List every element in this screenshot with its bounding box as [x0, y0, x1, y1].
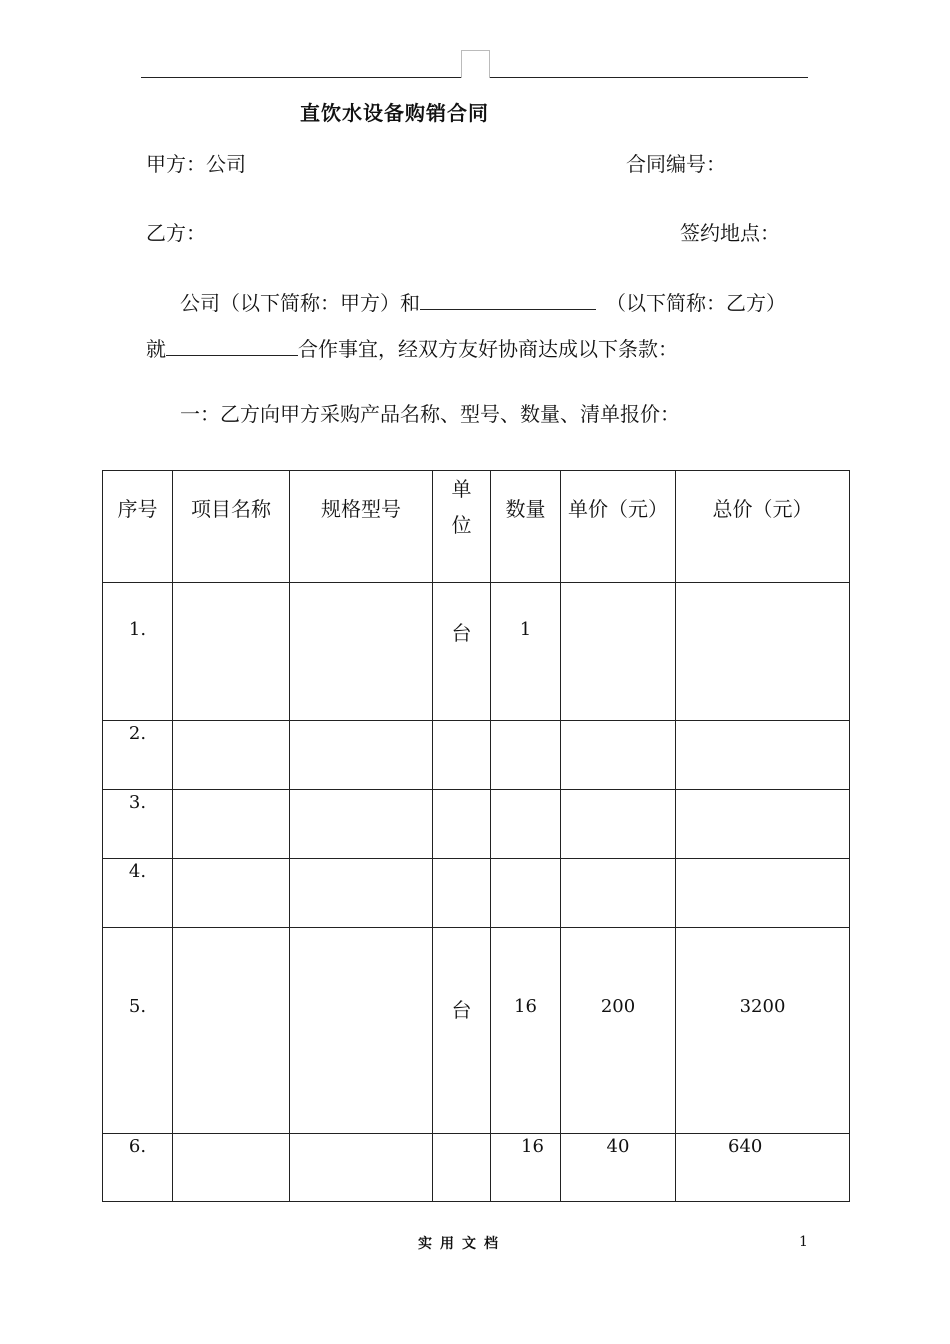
table-row — [103, 790, 850, 859]
row-no-cell: 6. — [103, 1134, 173, 1202]
party-b: 乙方： — [146, 221, 206, 245]
product-table — [102, 470, 850, 1202]
table-row — [103, 721, 850, 790]
header-cell: 总价（元） — [676, 471, 850, 583]
party-b-blank[interactable] — [420, 287, 596, 310]
row-price-cell[interactable] — [561, 583, 676, 721]
intro-line-1 — [180, 287, 786, 317]
sign-place-label: 签约地点： — [680, 221, 780, 245]
row-price-cell[interactable] — [561, 721, 676, 790]
row-unit-cell[interactable]: 台 — [433, 583, 491, 721]
header-cell: 序号 — [103, 471, 173, 583]
row-qty-cell[interactable]: 1 — [491, 583, 561, 721]
row-no-cell: 2. — [103, 721, 173, 790]
header-tab-box — [461, 50, 490, 78]
section-1-heading: 一：乙方向甲方采购产品名称、型号、数量、清单报价： — [180, 402, 680, 426]
row-qty-cell[interactable]: 16 — [491, 928, 561, 1134]
table-row — [103, 1134, 850, 1202]
row-spec-cell[interactable] — [290, 790, 433, 859]
row-qty-cell[interactable] — [491, 859, 561, 928]
party-a: 甲方：公司 — [146, 152, 246, 176]
row-no-cell: 3. — [103, 790, 173, 859]
table-row — [103, 928, 850, 1134]
row-unit-cell[interactable] — [433, 721, 491, 790]
row-name-cell[interactable] — [173, 790, 290, 859]
header-cell: 项目名称 — [173, 471, 290, 583]
row-spec-cell[interactable] — [290, 1134, 433, 1202]
row-name-cell[interactable] — [173, 928, 290, 1134]
row-price-cell[interactable]: 200 — [561, 928, 676, 1134]
row-name-cell[interactable] — [173, 1134, 290, 1202]
row-unit-cell[interactable] — [433, 1134, 491, 1202]
footer-label: 实用文档 — [418, 1236, 506, 1252]
row-unit-cell[interactable]: 台 — [433, 928, 491, 1134]
header-cell: 规格型号 — [290, 471, 433, 583]
row-spec-cell[interactable] — [290, 721, 433, 790]
intro-line-2 — [146, 333, 678, 363]
intro-party-b: （以下简称：乙方） — [606, 291, 786, 315]
row-total-cell[interactable] — [676, 859, 850, 928]
table-row — [103, 583, 850, 721]
row-qty-cell[interactable] — [491, 721, 561, 790]
row-total-cell[interactable]: 640 — [676, 1134, 850, 1202]
contract-number-label: 合同编号： — [626, 152, 726, 176]
unit-header-line-1: 单 — [451, 477, 472, 501]
row-name-cell[interactable] — [173, 721, 290, 790]
row-total-cell[interactable] — [676, 790, 850, 859]
row-spec-cell[interactable] — [290, 583, 433, 721]
page-number: 1 — [799, 1234, 808, 1250]
row-total-cell[interactable] — [676, 583, 850, 721]
unit-header-line-2: 位 — [451, 513, 472, 537]
row-no-cell: 4. — [103, 859, 173, 928]
header-cell: 数量 — [491, 471, 561, 583]
row-total-cell[interactable] — [676, 721, 850, 790]
row-no-cell: 1. — [103, 583, 173, 721]
row-qty-cell[interactable] — [491, 790, 561, 859]
table-header-row — [103, 471, 850, 583]
row-name-cell[interactable] — [173, 859, 290, 928]
intro-regarding: 就 — [146, 337, 166, 361]
row-total-cell[interactable]: 3200 — [676, 928, 850, 1134]
row-price-cell[interactable] — [561, 790, 676, 859]
table-row — [103, 859, 850, 928]
contract-title: 直饮水设备购销合同 — [300, 101, 489, 125]
row-spec-cell[interactable] — [290, 928, 433, 1134]
header-cell: 单价（元） — [561, 471, 676, 583]
intro-company: 公司（以下简称：甲方）和 — [180, 291, 420, 315]
row-unit-cell[interactable] — [433, 790, 491, 859]
row-price-cell[interactable] — [561, 859, 676, 928]
row-spec-cell[interactable] — [290, 859, 433, 928]
matter-blank[interactable] — [166, 333, 298, 356]
header-cell-unit — [433, 471, 491, 583]
row-name-cell[interactable] — [173, 583, 290, 721]
row-unit-cell[interactable] — [433, 859, 491, 928]
intro-terms: 合作事宜，经双方友好协商达成以下条款： — [298, 337, 678, 361]
row-qty-cell[interactable]: 16 — [491, 1134, 561, 1202]
row-no-cell: 5. — [103, 928, 173, 1134]
row-price-cell[interactable]: 40 — [561, 1134, 676, 1202]
